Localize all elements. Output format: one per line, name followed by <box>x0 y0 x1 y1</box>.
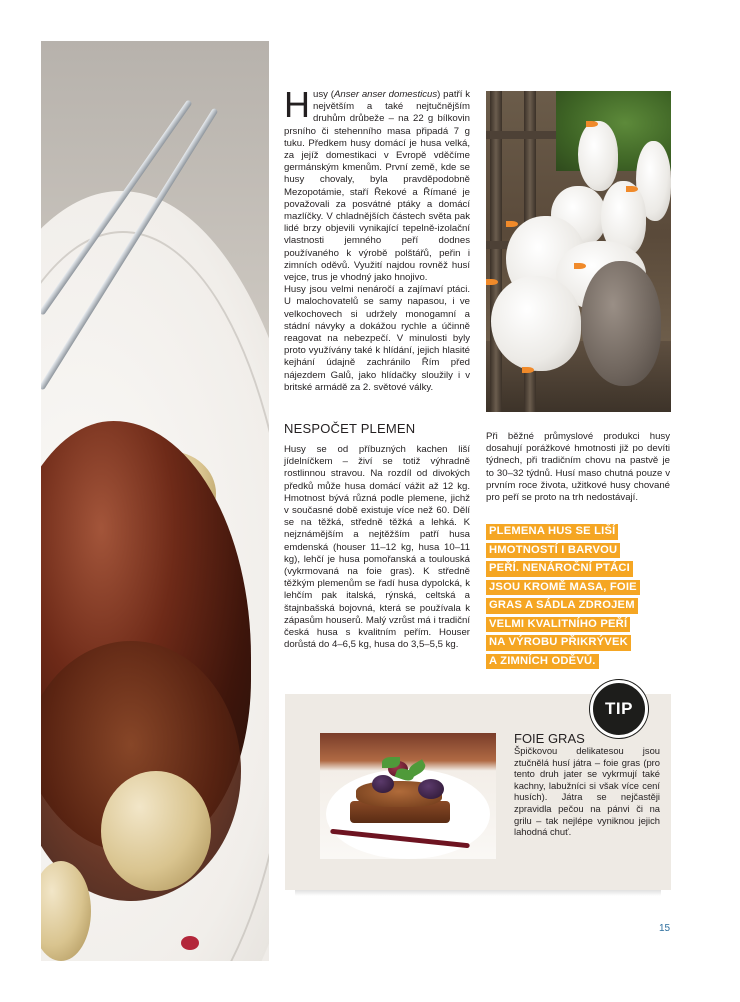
section-heading: NESPOČET PLEMEN <box>284 421 416 436</box>
white-goose <box>491 276 581 371</box>
geese-photo <box>486 91 671 412</box>
grey-goose <box>581 261 661 386</box>
drop-cap: H <box>284 84 310 125</box>
foie-gras-photo <box>320 733 496 859</box>
goose-beak <box>506 221 518 227</box>
tip-text: Špičkovou delikatesou jsou ztučnělá husí játra – foie gras (pro tento druh jater se vykrmují také kachny, labužníci si však více cení husích). Játra se nejčastěji zpravidla pečou na pánvi či na grilu – tak nejlépe vyniknou jejich lahodná chuť. <box>514 745 660 838</box>
pull-quote-line: JSOU KROMĚ MASA, FOIE <box>486 580 640 596</box>
intro-text-a: usy ( <box>313 89 334 100</box>
tip-badge: TIP <box>590 680 648 738</box>
pull-quote-line: HMOTNOSTÍ I BARVOU <box>486 543 620 559</box>
pull-quote-line: VELMI KVALITNÍHO PEŘÍ <box>486 617 630 633</box>
pull-quote <box>486 521 656 669</box>
section-text-right <box>486 431 670 504</box>
goose-beak <box>574 263 586 269</box>
pull-quote-line: NA VÝROBU PŘIKRÝVEK <box>486 635 631 651</box>
intro-paragraph-2: Husy jsou velmi nenáročí a zajímaví ptáci. U malochovatelů se samy napasou, i ve velkochovech si udržely monogamní a stádní návyky a dokážou rychle a účinně reagovat na nebezpečí. V minulosti byly proto využívány také k hlídání, jejich hlasité kejhání údajně zachránilo Řím před nájezdem Galů, jako hlídačky sloužily i v britské armádě za 2. světové války. <box>284 284 470 393</box>
intro-text <box>284 84 470 394</box>
goose-beak <box>626 186 638 192</box>
section-paragraph-2: Při běžné průmyslové produkci husy dosahují porážkové hmotnosti již po devíti týdnech, při tradičním chovu na pastvě je to 30–32 týdnů. Husí maso chutná pouze v prvním roce života, užitkové husy chované pro peří se proto na trh nedostávají. <box>486 431 670 504</box>
plum <box>372 775 394 793</box>
goose-beak <box>586 121 598 127</box>
fence-rail <box>486 131 556 139</box>
dumpling <box>101 771 211 891</box>
page-number: 15 <box>659 923 671 934</box>
cranberry <box>181 936 199 950</box>
goose-beak <box>522 367 534 373</box>
tip-title: FOIE GRAS <box>514 731 585 746</box>
mint-leaf <box>382 757 400 768</box>
pull-quote-line: GRAS A SÁDLA ZDROJEM <box>486 598 638 614</box>
fence-post <box>490 91 502 412</box>
intro-text-b: ) patří k největším a také nejtučnějším druhům drůbeže – na 22 g bílkovin prsního či stehenního masa připadá 7 g tuku. Předkem husy domácí je husa velká, za jejíž domestikaci v Evropě vděčíme germánským kmenům. První země, kde se husy chovaly, byla pravděpodobně Mezopotámie, staří Řekové a Římané je považovali za posvátné ptáky a domácí mazlíčky. V chladnějších částech světa pak lidé brzy objevili vynikající tepelně-izolační vlastnosti jemného peří dodnes používaného k výrobě polštářů, peřin i zimních oděvů. Využití najdou rovněž husí vejce, trus je vhodný jako hnojivo. <box>284 89 470 284</box>
white-goose <box>578 121 618 191</box>
roast-goose-photo <box>41 41 269 961</box>
goose-beak <box>486 279 498 285</box>
tip-box-shadow <box>295 890 661 896</box>
plum <box>418 779 444 799</box>
pull-quote-line: A ZIMNÍCH ODĚVŮ. <box>486 654 599 670</box>
section-text-left <box>284 444 470 651</box>
latin-name: Anser anser domesticus <box>333 89 438 100</box>
section-paragraph-1: Husy se od příbuzných kachen liší jídelníčkem – živí se totiž výhradně rostlinnou stravou. Na rozdíl od divokých předků může husa domácí vážit až 12 kg. Hmotnost bývá různá podle plemene, jichž v současné době existuje více než 60. Dělí se na těžká, středně těžká a lehká. K nejznámějším a nejtěžším patří husa emdenská (houser 11–12 kg, husa 10–11 kg), lehčí je husa pomořanská a toulouská (vykrmovaná na foie gras). K středně těžkým plemenům se řadí husa dypolcká, k lehčím pak italská, rýnská, celtská a štajnbašská bojovná, která se používala k zápasům houserů. Malý vzrůst má i tradiční česká husa s kvalitním peřím. Houser dorůstá do 4–6,5 kg, husa do 3,5–5,5 kg. <box>284 444 470 651</box>
pull-quote-line: PLEMENA HUS SE LIŠÍ <box>486 524 618 540</box>
pull-quote-line: PEŘÍ. NENÁROČNÍ PTÁCI <box>486 561 633 577</box>
